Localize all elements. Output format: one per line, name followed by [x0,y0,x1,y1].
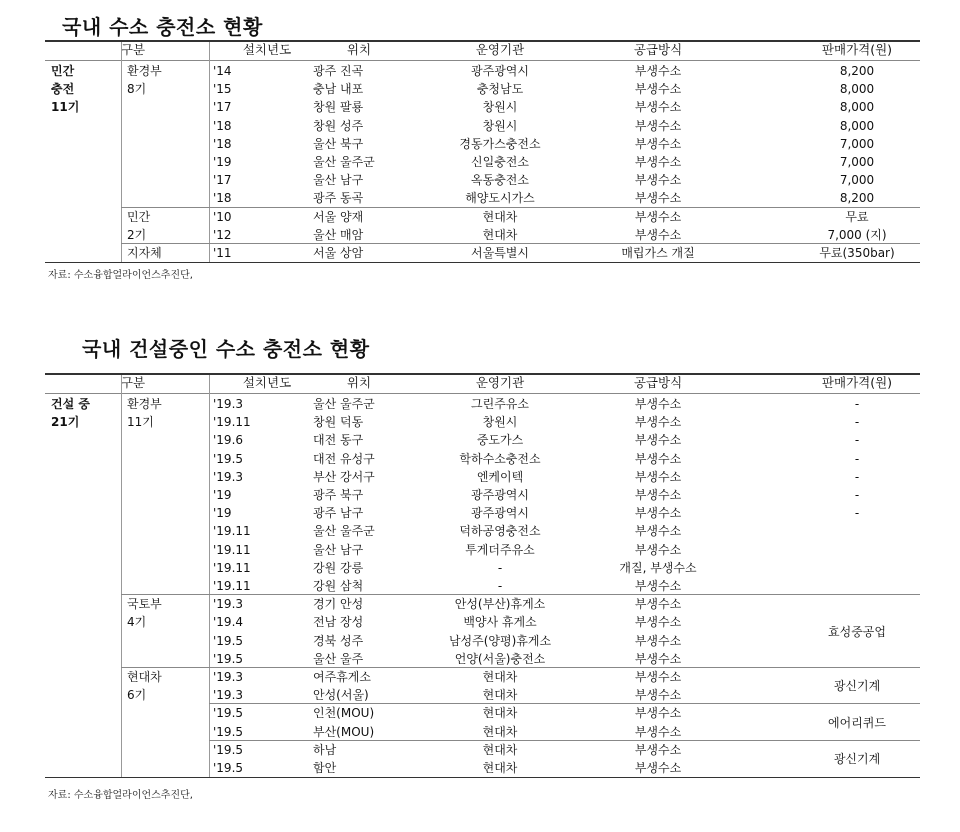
operator: 경동가스충전소 [459,136,541,151]
group-label: 건설 중 [51,397,90,411]
install-year: '19.5 [213,633,244,648]
install-year: '12 [213,227,232,242]
table-row [45,613,920,631]
column-header: 운영기관 [475,375,525,390]
table-row [45,189,920,207]
supply-method: 부생수소 [634,579,682,593]
supply-method: 부생수소 [634,542,682,557]
supply-method: 부생수소 [634,742,682,757]
location: 광주 동곡 [313,191,364,206]
location: 울산 울주군 [313,524,375,539]
supply-method: 부생수소 [634,82,682,97]
sale-price: 7,000 [839,173,875,188]
table-bottom-rule [45,777,920,778]
install-year: '19.11 [213,542,251,557]
column-header: 위치 [346,42,372,57]
location: 대전 동구 [313,433,364,448]
operator: 창원시 [482,415,518,430]
location: 울산 남구 [313,173,364,188]
supply-method: 부생수소 [634,688,682,703]
table-row [45,522,920,540]
merged-price: 광신기계 [833,679,881,694]
install-year: '14 [213,64,232,78]
group-label: 충전 [51,82,75,97]
table-row [45,98,920,116]
table-row [45,153,920,171]
location: 울산 울주군 [313,155,375,169]
operator: - [497,579,503,593]
location: 울산 울주 [313,651,364,666]
table-row [45,759,920,777]
supply-method: 부생수소 [634,451,682,466]
location: 울산 북구 [313,136,364,151]
column-header: 구분 [120,375,146,390]
operator: 서울특별시 [471,246,529,260]
sale-price: 무료(350bar) [819,246,895,260]
location: 여주휴게소 [313,670,371,684]
subgroup-label: 8기 [127,82,147,97]
operator: 창원시 [482,118,518,133]
subgroup-label: 국토부 [127,597,162,612]
location: 인천(MOU) [313,706,375,721]
install-year: '19.3 [213,469,244,484]
supply-method: 부생수소 [634,433,682,448]
install-year: '19 [213,506,232,521]
install-year: '19.3 [213,397,244,411]
merged-price: 광신기계 [833,751,881,766]
table-row [45,395,920,413]
supply-method: 부생수소 [634,64,682,78]
table-bottom-rule [45,262,920,263]
location: 강원 삼척 [313,579,364,593]
table-row [45,723,920,741]
table-row [45,80,920,98]
subgroup-label: 환경부 [127,397,162,411]
operator: 해양도시가스 [465,191,535,206]
install-year: '19.5 [213,724,244,739]
install-year: '11 [213,246,232,260]
install-year: '17 [213,100,232,115]
supply-method: 부생수소 [634,651,682,666]
operator: 덕하공영충전소 [459,524,541,539]
sale-price: - [854,415,860,430]
operator: 광주광역시 [471,488,529,502]
install-year: '19.11 [213,579,251,593]
subgroup-label: 2기 [127,227,147,242]
table-row [45,450,920,468]
header-bottom-rule [45,60,920,61]
install-year: '19.5 [213,706,244,721]
merged-price: 효성중공업 [828,624,886,639]
table-row [45,486,920,504]
supply-method: 부생수소 [634,724,682,739]
column-header: 공급방식 [633,375,683,390]
supply-method: 부생수소 [634,761,682,775]
location: 창원 팔룡 [313,100,364,115]
group-label: 11기 [51,100,80,115]
subgroup-label: 4기 [127,615,147,630]
sale-price: - [854,433,860,448]
table-row [45,431,920,449]
location: 광주 북구 [313,488,364,502]
header-bottom-rule [45,393,920,394]
supply-method: 부생수소 [634,506,682,521]
column-header: 판매가격(원) [821,42,893,57]
operator: - [497,560,503,575]
operator: 충청남도 [476,82,524,97]
table-row [45,208,920,226]
operator: 현대차 [482,724,518,739]
location: 울산 울주군 [313,397,375,411]
location: 경북 성주 [313,633,364,648]
install-year: '19.4 [213,615,244,630]
operator: 엔케이텍 [476,469,524,484]
location: 광주 진곡 [313,64,364,78]
supply-method: 부생수소 [634,191,682,206]
supply-method: 부생수소 [634,488,682,502]
install-year: '19 [213,488,232,502]
location: 충남 내포 [313,82,364,97]
supply-method: 부생수소 [634,155,682,169]
subgroup-label: 11기 [127,415,154,430]
supply-method: 부생수소 [634,615,682,630]
install-year: '19.3 [213,688,244,703]
location: 부산 강서구 [313,469,375,484]
group-label: 21기 [51,415,80,430]
location: 전남 장성 [313,615,364,630]
supply-method: 부생수소 [634,209,682,224]
install-year: '19.11 [213,415,251,430]
sale-price: 8,000 [839,82,875,97]
install-year: '18 [213,191,232,206]
table-row [45,413,920,431]
table-row [45,632,920,650]
supply-method: 부생수소 [634,415,682,430]
subgroup-label: 현대차 [127,670,162,684]
sale-price: 8,200 [839,191,875,206]
column-header: 구분 [120,42,146,57]
location: 강원 강릉 [313,560,364,575]
operator: 현대차 [482,209,518,224]
merged-price: 에어리퀴드 [828,715,886,730]
install-year: '19.5 [213,451,244,466]
supply-method: 개질, 부생수소 [619,560,697,575]
install-year: '19.3 [213,670,244,684]
supply-method: 매립가스 개질 [621,246,695,260]
column-header: 운영기관 [475,42,525,57]
supply-method: 부생수소 [634,173,682,188]
table-row [45,171,920,189]
location: 함안 [313,761,337,775]
location: 안성(서울) [313,688,369,703]
location: 서울 상암 [313,246,364,260]
operator: 현대차 [482,706,518,721]
sale-price: 7,000 (지) [827,227,887,242]
operator: 옥동충전소 [471,173,529,188]
table2-source: 자료: 수소융합얼라이언스추진단, [48,790,193,801]
table-row [45,595,920,613]
install-year: '19 [213,155,232,169]
table-row [45,468,920,486]
table-row [45,244,920,262]
supply-method: 부생수소 [634,706,682,721]
sale-price: 7,000 [839,136,875,151]
location: 경기 안성 [313,597,364,612]
column-header: 공급방식 [633,42,683,57]
subgroup-label: 환경부 [127,64,162,78]
subgroup-label: 지자체 [127,246,162,260]
subgroup-label: 민간 [127,209,151,224]
install-year: '19.5 [213,761,244,775]
install-year: '19.5 [213,742,244,757]
location: 서울 양재 [313,209,364,224]
operator: 광주광역시 [471,64,529,78]
table-row [45,650,920,668]
table-row [45,541,920,559]
supply-method: 부생수소 [634,633,682,648]
install-year: '15 [213,82,232,97]
operator: 언양(서울)충전소 [454,651,546,666]
operator: 학하수소충전소 [459,451,541,466]
sale-price: - [854,397,860,411]
table1-source: 자료: 수소융합얼라이언스추진단, [48,270,193,281]
operator: 현대차 [482,742,518,757]
table-row [45,226,920,244]
install-year: '19.3 [213,597,244,612]
supply-method: 부생수소 [634,524,682,539]
sale-price: - [854,506,860,521]
table-row [45,577,920,595]
install-year: '10 [213,209,232,224]
sale-price: 무료 [845,209,869,224]
sale-price: - [854,488,860,502]
column-header: 설치년도 [242,42,292,57]
table-row [45,686,920,704]
location: 울산 남구 [313,542,364,557]
location: 창원 덕동 [313,415,364,430]
install-year: '18 [213,118,232,133]
location: 광주 남구 [313,506,364,521]
location: 울산 매암 [313,227,364,242]
operator: 현대차 [482,670,518,684]
table-row [45,62,920,80]
sale-price: - [854,451,860,466]
operator: 현대차 [482,761,518,775]
supply-method: 부생수소 [634,469,682,484]
install-year: '19.11 [213,560,251,575]
table-row [45,117,920,135]
subgroup-label: 6기 [127,688,147,703]
supply-method: 부생수소 [634,136,682,151]
supply-method: 부생수소 [634,100,682,115]
location: 하남 [313,742,337,757]
table-row [45,704,920,722]
sale-price: 8,000 [839,118,875,133]
location: 창원 성주 [313,118,364,133]
operator: 그린주유소 [471,397,529,411]
table2-title: 국내 건설중인 수소 충전소 현황 [82,337,370,361]
supply-method: 부생수소 [634,227,682,242]
column-header: 판매가격(원) [821,375,893,390]
table-row [45,135,920,153]
group-label: 민간 [51,64,75,78]
column-header: 위치 [346,375,372,390]
sale-price: 8,000 [839,100,875,115]
column-header: 설치년도 [242,375,292,390]
install-year: '19.5 [213,651,244,666]
sale-price: - [854,469,860,484]
location: 부산(MOU) [313,724,375,739]
install-year: '18 [213,136,232,151]
install-year: '19.11 [213,524,251,539]
operator: 현대차 [482,227,518,242]
operator: 안성(부산)휴게소 [454,597,546,612]
sale-price: 8,200 [839,64,875,78]
location: 대전 유성구 [313,451,375,466]
table-row [45,668,920,686]
operator: 중도가스 [476,433,524,448]
table-row [45,504,920,522]
supply-method: 부생수소 [634,597,682,612]
operator: 현대차 [482,688,518,703]
sale-price: 7,000 [839,155,875,169]
operator: 신일충전소 [471,155,529,169]
supply-method: 부생수소 [634,670,682,684]
supply-method: 부생수소 [634,397,682,411]
supply-method: 부생수소 [634,118,682,133]
install-year: '19.6 [213,433,244,448]
table-row [45,559,920,577]
table1-title: 국내 수소 충전소 현황 [62,15,263,39]
operator: 광주광역시 [471,506,529,521]
operator: 남성주(양평)휴게소 [448,633,552,648]
install-year: '17 [213,173,232,188]
operator: 창원시 [482,100,518,115]
operator: 백양사 휴게소 [463,615,537,630]
operator: 투게더주유소 [465,542,535,557]
table-row [45,741,920,759]
